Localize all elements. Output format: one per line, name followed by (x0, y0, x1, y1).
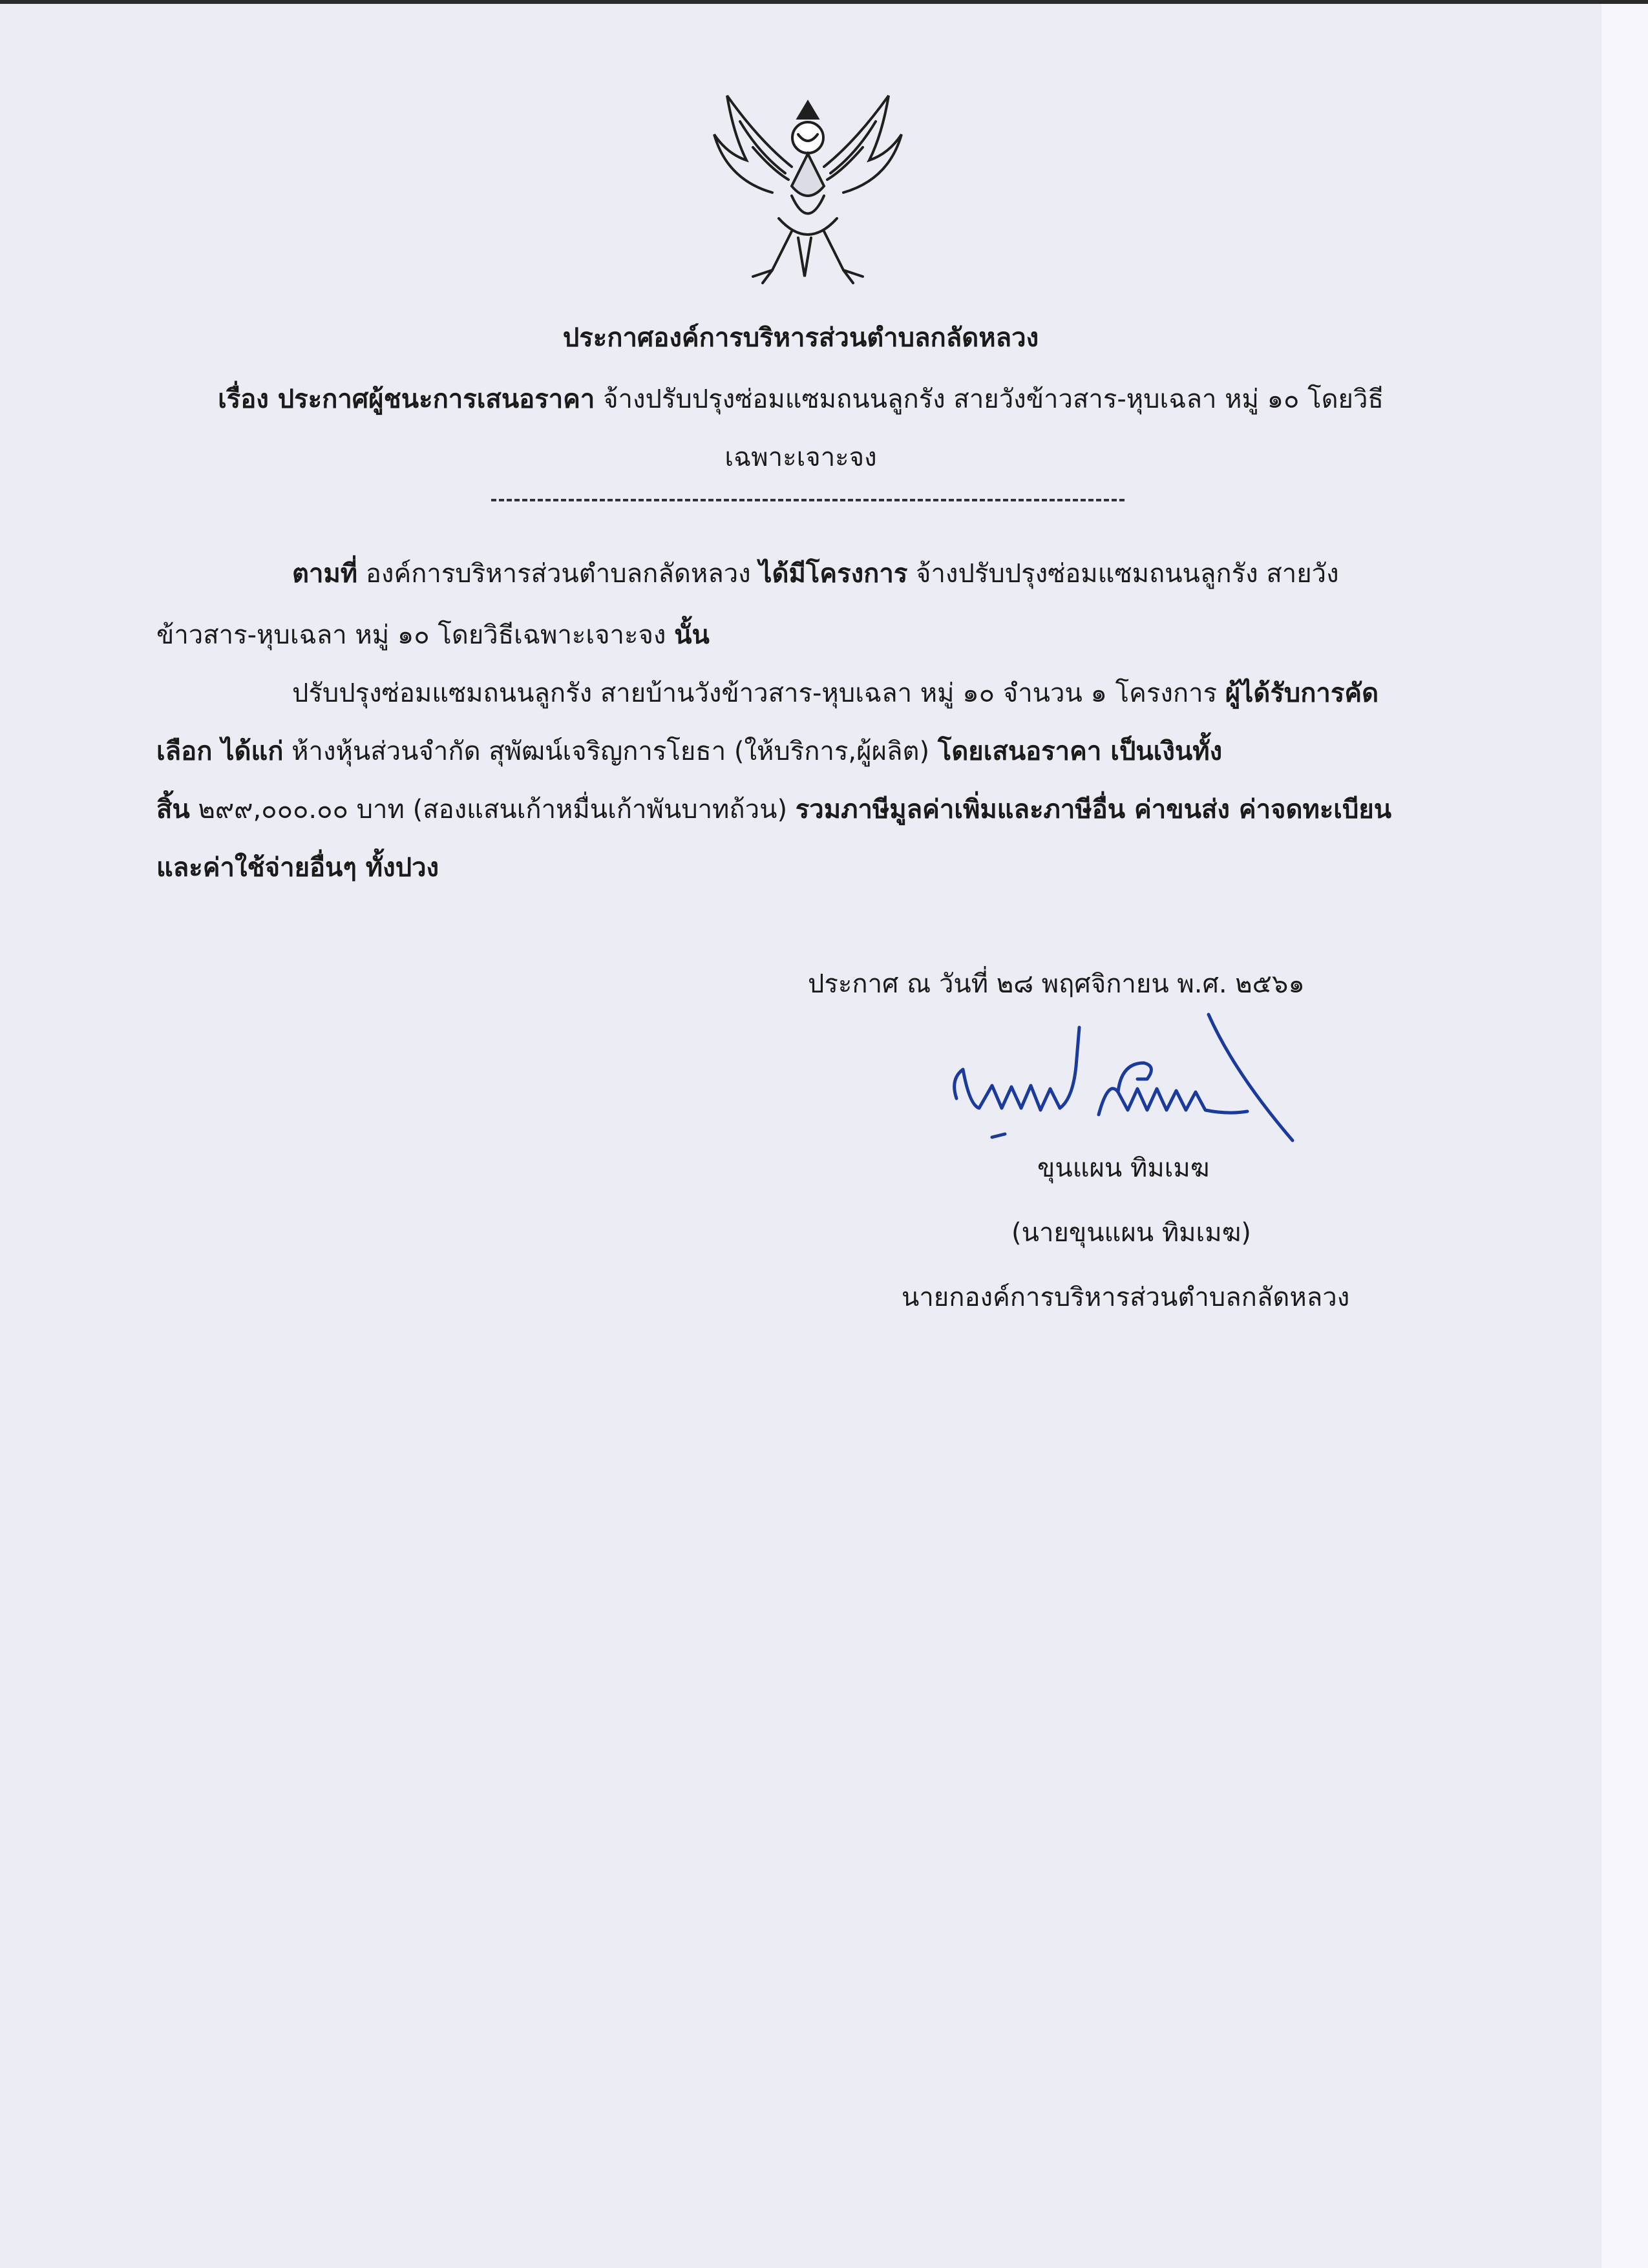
paragraph-2-line-4: และค่าใช้จ่ายอื่นๆ ทั้งปวง (156, 853, 439, 883)
scan-border (0, 0, 1648, 4)
p1-project-label: ได้มีโครงการ (759, 559, 908, 589)
p1-lead: ตามที่ (292, 559, 358, 589)
authority-title: ประกาศองค์การบริหารส่วนตำบลกลัดหลวง (562, 323, 1039, 353)
heading-divider (491, 499, 1125, 501)
p1-project: จ้างปรับปรุงซ่อมแซมถนนลูกรัง สายวัง (916, 559, 1339, 589)
page-edge (1601, 0, 1648, 2268)
p2-selected-label: ผู้ได้รับการคัด (1225, 678, 1379, 708)
subject-line-2: เฉพาะเจาะจง (724, 443, 877, 472)
subject-line (0, 378, 1601, 419)
paragraph-2-line-1 (292, 672, 1379, 713)
handwritten-signature (944, 1002, 1305, 1157)
p1-project-cont: ข้าวสาร-หุบเฉลา หมู่ ๑๐ โดยวิธีเฉพาะเจาะจง (156, 620, 666, 650)
paragraph-2-line-3 (156, 788, 1391, 830)
p2-amount-label-end: สิ้น (156, 795, 190, 824)
paragraph-1-line-2 (156, 614, 710, 655)
signature-name: ขุนแผน ทิมเมฆ (1037, 1153, 1210, 1183)
p2-amount-label: โดยเสนอราคา เป็นเงินทั้ง (937, 737, 1223, 766)
p2-amount: ๒๙๙,๐๐๐.๐๐ บาท (สองแสนเก้าหมื่นเก้าพันบาทถ้วน) (198, 795, 788, 824)
paragraph-2-line-2 (156, 730, 1222, 772)
p1-org: องค์การบริหารส่วนตำบลกลัดหลวง (365, 559, 751, 589)
p2-winner-label: เลือก ได้แก่ (156, 737, 284, 766)
announcement-date: ประกาศ ณ วันที่ ๒๘ พฤศจิกายน พ.ศ. ๒๕๖๑ (808, 969, 1305, 999)
subject-text: จ้างปรับปรุงซ่อมแซมถนนลูกรัง สายวังข้าวสาร-หุบเฉลา หมู่ ๑๐ โดยวิธี (603, 384, 1384, 414)
signatory-full-name: (นายขุนแผน ทิมเมฆ) (1011, 1218, 1251, 1248)
signatory-position: นายกองค์การบริหารส่วนตำบลกลัดหลวง (902, 1283, 1350, 1312)
p2-winner: ห้างหุ้นส่วนจำกัด สุพัฒน์เจริญการโยธา (ให้บริการ,ผู้ผลิต) (291, 737, 930, 766)
paragraph-1-line-1 (292, 552, 1339, 594)
p1-end: นั้น (674, 620, 710, 650)
p2-project: ปรับปรุงซ่อมแซมถนนลูกรัง สายบ้านวังข้าวสาร-หุบเฉลา หมู่ ๑๐ จำนวน ๑ โครงการ (292, 678, 1218, 708)
subject-prefix: เรื่อง ประกาศผู้ชนะการเสนอราคา (218, 384, 595, 414)
p2-tax-note: รวมภาษีมูลค่าเพิ่มและภาษีอื่น ค่าขนส่ง ค่าจดทะเบียน (795, 795, 1392, 824)
garuda-emblem-icon (701, 83, 914, 296)
